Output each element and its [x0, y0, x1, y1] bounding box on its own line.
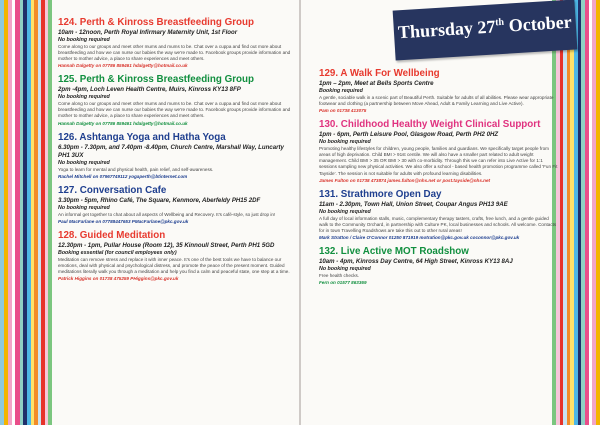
event-time-location: 11am - 2.30pm, Town Hall, Union Street, Coupar Angus PH13 9AE [319, 200, 508, 208]
event-125 [58, 74, 296, 126]
event-booking: No booking required [319, 208, 371, 215]
date-heading [393, 10, 576, 43]
event-time-location: 1pm - 6pm, Perth Leisure Pool, Glasgow Road, Perth PH2 0HZ [319, 131, 499, 139]
event-title: 132. Live Active MOT Roadshow [319, 245, 469, 257]
right-events-column [319, 68, 559, 291]
event-time-location: 12.30pm - 1pm, Pullar House (Room 12), 35 Kinnoull Street, Perth PH1 5GD [58, 241, 275, 249]
event-booking: Booking required [319, 88, 363, 94]
event-127 [58, 185, 296, 225]
event-description: Yoga to learn for mental and physical health, pain relief, and self-awareness. [58, 166, 214, 172]
event-time-location: 3.30pm - 5pm, Rhino Café, The Square, Kenmore, Aberfeldy PH15 2DF [58, 196, 261, 204]
event-contact: Hannah Dalgetty on 07786 859461 hdalgetty@hotmail.co.uk [58, 63, 188, 69]
date-suffix: th [494, 16, 505, 29]
event-description: Come along to our groups and meet other mums and mums to be. Chat over a cuppa and find out more about breastfeeding and how we can nurse our babies the way we're made to. Facebook groups provide information and mother to mother advice, a place to share experiences and meet others. [58, 101, 291, 119]
event-131 [319, 189, 559, 241]
event-126 [58, 132, 296, 180]
decorative-stripe [596, 0, 600, 425]
event-description: Meditation can remove stress and replace it with inner peace. It's one of the best tools we have to balance our emotions, deal with physical and psychological distress, and promote the peace of the present moment. Guided meditations literally walk you through a meditation and help you find a calm and peaceful state, one step at a time. [58, 256, 290, 274]
event-contact: Mark Stratton / Claire O'Connor 01250 871919 motration@pkc.gov.uk coconnor@pkc.gov.uk [319, 234, 520, 240]
event-contact: James Fulton on 01738 473874 james.fulton@nhs.net or post.tayside@nhs.net [319, 177, 491, 183]
event-booking: No booking required [319, 139, 371, 146]
event-description: An informal get together to chat about all aspects of Wellbeing and Recovery. It's café-style, so just drop in! [58, 211, 276, 217]
event-booking: No booking required [319, 265, 371, 272]
event-128 [58, 230, 296, 282]
event-title: 129. A Walk For Wellbeing [319, 68, 440, 79]
event-130 [319, 119, 559, 183]
event-contact: Pam on 01738 413075 [319, 108, 367, 114]
event-title: 130. Childhood Healthy Weight Clinical Support [319, 119, 541, 131]
decorative-stripe [48, 0, 52, 425]
event-title: 124. Perth & Kinross Breastfeeding Group [58, 17, 254, 28]
event-time-location: 6.30pm - 7.30pm, and 7.40pm -8.40pm, Church Centre, Marshall Way, Luncarty PH1 3UX [58, 143, 284, 159]
event-title: 131. Strathmore Open Day [319, 188, 442, 200]
event-time-location: 10am - 12noon, Perth Royal Infirmary Maternity Unit, 1st Floor [58, 29, 238, 36]
event-description: Come along to our groups and meet other mums and mums to be. Chat over a cuppa and find out more about breastfeeding and how we can nurse our babies the way we're made to. Facebook groups provide information and mother to mother advice, a place to share experiences and meet others. [58, 44, 291, 62]
event-title: 125. Perth & Kinross Breastfeeding Group [58, 74, 254, 86]
event-title: 127. Conversation Cafe [58, 184, 167, 196]
event-description: Promoting healthy lifestyles for children, young people, families and guardians. We specifically target people from areas of high deprivation. Child BMI > 91st centile. We will also have a smaller part related to adult weight management. Child BMI > 35 OR BMI > 30 with co-morbidity. Through this we can refer into Live Active for 1:1 sessions sampling new physical activities. We also offer a school - based health promotion programme called 'Fun Fit Tayside'. The session is not suitable for adults with profound learning disabilities. [319, 146, 558, 176]
event-contact: Paul MacFarlane on 07788447653 PMacFarlane@pkc.gov.uk [58, 218, 189, 224]
event-description: A full day of local information stalls, music, complementary therapy tasters, crafts, free lunch, and a gentle guided walk to the Community Orchard, in partnership with Culture PK, local businesses and schools. All welcome. Contacts for in town Travelling Roadshows are take this out to other rural areas! [319, 215, 557, 233]
event-time-location: 2pm -4pm, Loch Leven Health Centre, Muirs, Kinross KY13 8FP [58, 86, 241, 94]
event-booking: No booking required [58, 37, 110, 43]
event-time-location: 10am - 4pm, Kinross Day Centre, 64 High Street, Kinross KY13 8AJ [319, 257, 513, 265]
right-page [301, 0, 600, 425]
event-booking: No booking required [58, 94, 110, 101]
event-title: 128. Guided Meditation [58, 229, 166, 241]
event-booking: No booking required [58, 159, 110, 166]
event-129 [319, 68, 559, 114]
date-day: 27 [476, 16, 496, 38]
event-124 [58, 17, 296, 69]
event-contact: Hannah Dalgetty on 07786 859461 hdalgetty@hotmail.co.uk [58, 120, 188, 126]
event-booking: No booking required [58, 204, 110, 211]
date-month: October [508, 11, 573, 36]
left-page [0, 0, 299, 425]
event-contact: Rachel Mitchell on 07967749112 yogaperth@btinternet.com [58, 173, 188, 179]
event-contact: Fern on 01577 863369 [319, 280, 367, 286]
date-banner [393, 0, 578, 61]
event-132 [319, 246, 559, 286]
event-contact: Patrick Higgins on 01738 475259 PHiggins@pkc.gov.uk [58, 276, 179, 282]
event-title: 126. Ashtanga Yoga and Hatha Yoga [58, 131, 226, 143]
event-time-location: 1pm – 2pm, Meet at Bells Sports Centre [319, 80, 434, 87]
date-weekday: Thursday [397, 17, 474, 43]
event-booking: Booking essential (for council employees only) [58, 249, 177, 256]
event-description: Free health checks. [319, 272, 360, 278]
event-description: A gentle, sociable walk in a scenic part of Beautiful Perth. Suitable for adults of all abilities. Please wear appropriate footwear and clothing (a partnership between Move Ahead, Adult & Family Learning and Live Active). [319, 95, 554, 107]
left-events-column [58, 17, 296, 287]
